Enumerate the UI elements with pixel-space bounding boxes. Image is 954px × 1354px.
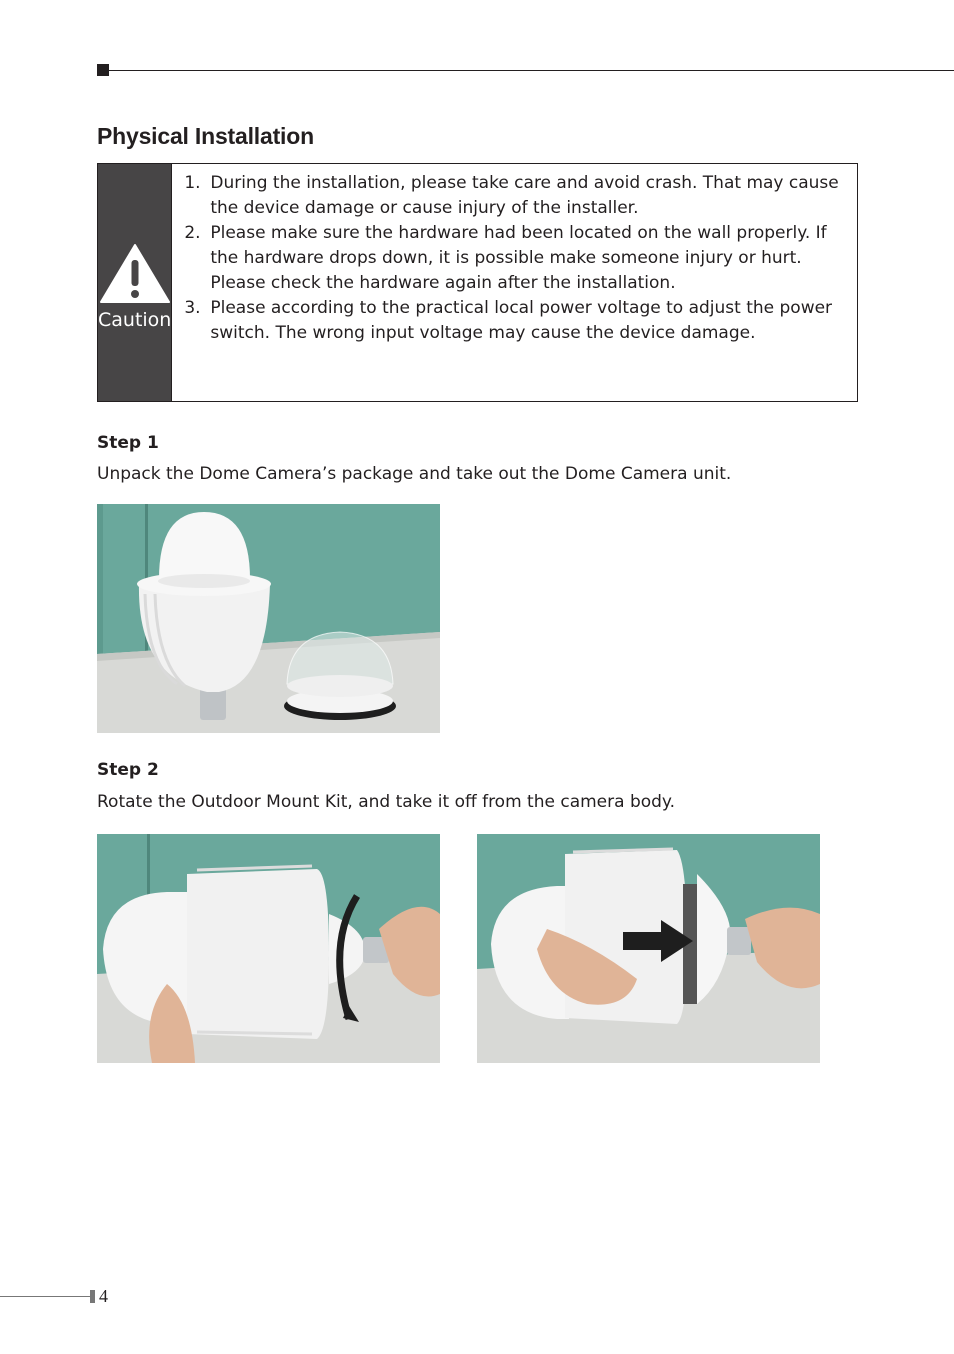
caution-box	[97, 163, 858, 402]
step-1-description: Unpack the Dome Camera’s package and take out the Dome Camera unit.	[97, 464, 732, 484]
page-title: Physical Installation	[97, 123, 314, 149]
page-number: 4	[99, 1286, 108, 1306]
caution-item-number: 2.	[184, 223, 201, 243]
caution-item-number: 1.	[184, 173, 201, 193]
step-1-title: Step 1	[97, 433, 159, 453]
footer-rule	[0, 1296, 90, 1297]
caution-item	[184, 171, 857, 221]
caution-list	[172, 164, 857, 401]
step-2-description: Rotate the Outdoor Mount Kit, and take it off from the camera body.	[97, 792, 675, 812]
footer-mark	[90, 1290, 95, 1303]
caution-item	[184, 221, 857, 296]
header-square	[97, 64, 109, 76]
step-2-photo-rotate	[97, 834, 440, 1063]
step-2-title: Step 2	[97, 760, 159, 780]
caution-item-number: 3.	[184, 298, 201, 318]
caution-label: Caution	[98, 308, 172, 331]
header-rule	[109, 70, 954, 71]
caution-item-text: Please make sure the hardware had been located on the wall properly. If the hardware drops down, it is possible make someone injury or hurt. Please check the hardware again after the installation.	[210, 223, 827, 293]
step-1-photo	[97, 504, 440, 733]
caution-item	[184, 296, 857, 346]
caution-sidebar	[98, 164, 172, 401]
warning-icon	[99, 243, 171, 305]
step-2-photo-remove	[477, 834, 820, 1063]
caution-item-text: Please according to the practical local power voltage to adjust the power switch. The wrong input voltage may cause the device damage.	[210, 298, 833, 343]
caution-item-text: During the installation, please take care and avoid crash. That may cause the device damage or cause injury of the installer.	[210, 173, 839, 218]
